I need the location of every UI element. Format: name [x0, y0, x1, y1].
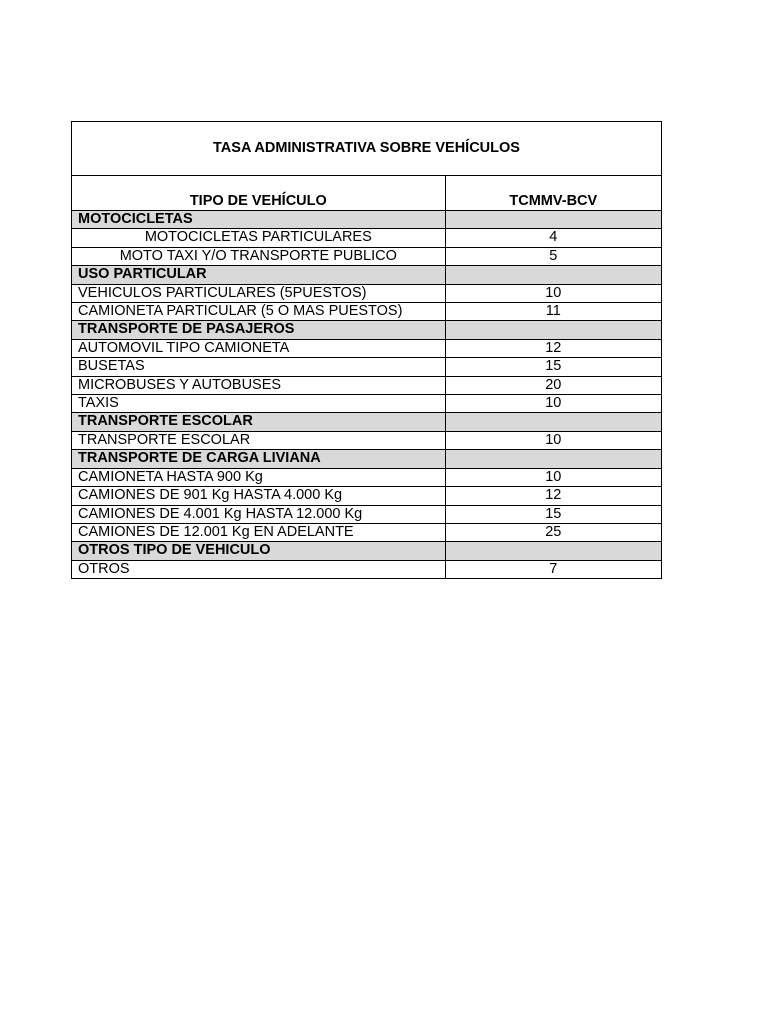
category-label: MOTOCICLETAS: [72, 211, 446, 229]
row-label: VEHICULOS PARTICULARES (5PUESTOS): [72, 284, 446, 302]
row-value: 10: [445, 468, 661, 486]
row-label: MOTOCICLETAS PARTICULARES: [72, 229, 446, 247]
category-value: [445, 321, 661, 339]
table-row: [72, 431, 662, 449]
row-label: CAMIONES DE 4.001 Kg HASTA 12.000 Kg: [72, 505, 446, 523]
category-value: [445, 413, 661, 431]
row-value: 4: [445, 229, 661, 247]
row-label: CAMIONES DE 901 Kg HASTA 4.000 Kg: [72, 487, 446, 505]
row-value: 10: [445, 395, 661, 413]
row-value: 10: [445, 431, 661, 449]
row-value: 20: [445, 376, 661, 394]
row-label: OTROS: [72, 560, 446, 578]
category-row-motocicletas: [72, 211, 662, 229]
table-row: [72, 358, 662, 376]
header-tcmmv-bcv: TCMMV-BCV: [445, 176, 661, 211]
row-label: CAMIONETA PARTICULAR (5 O MAS PUESTOS): [72, 303, 446, 321]
fee-table: [71, 121, 662, 579]
table-row: [72, 505, 662, 523]
category-row-carga-liviana: [72, 450, 662, 468]
row-label: CAMIONES DE 12.001 Kg EN ADELANTE: [72, 523, 446, 541]
row-label: AUTOMOVIL TIPO CAMIONETA: [72, 339, 446, 357]
row-value: 12: [445, 487, 661, 505]
table-title: TASA ADMINISTRATIVA SOBRE VEHÍCULOS: [72, 122, 662, 176]
table-row: [72, 229, 662, 247]
category-label: TRANSPORTE DE PASAJEROS: [72, 321, 446, 339]
row-value: 25: [445, 523, 661, 541]
table-row: [72, 284, 662, 302]
category-value: [445, 450, 661, 468]
row-value: 15: [445, 358, 661, 376]
table-row: [72, 468, 662, 486]
category-row-transporte-pasajeros: [72, 321, 662, 339]
row-label: TAXIS: [72, 395, 446, 413]
row-label: TRANSPORTE ESCOLAR: [72, 431, 446, 449]
category-label: TRANSPORTE ESCOLAR: [72, 413, 446, 431]
row-value: 12: [445, 339, 661, 357]
table-row: [72, 487, 662, 505]
category-label: USO PARTICULAR: [72, 266, 446, 284]
header-row: [72, 176, 662, 211]
category-row-transporte-escolar: [72, 413, 662, 431]
title-row: [72, 122, 662, 176]
table-row: [72, 395, 662, 413]
row-value: 7: [445, 560, 661, 578]
table-row: [72, 303, 662, 321]
table-row: [72, 247, 662, 265]
table-row: [72, 523, 662, 541]
table-row: [72, 339, 662, 357]
row-value: 15: [445, 505, 661, 523]
header-vehicle-type: TIPO DE VEHÍCULO: [72, 176, 446, 211]
category-value: [445, 266, 661, 284]
table-row: [72, 376, 662, 394]
row-label: MICROBUSES Y AUTOBUSES: [72, 376, 446, 394]
category-row-uso-particular: [72, 266, 662, 284]
row-label: CAMIONETA HASTA 900 Kg: [72, 468, 446, 486]
category-value: [445, 542, 661, 560]
row-label: BUSETAS: [72, 358, 446, 376]
category-label: TRANSPORTE DE CARGA LIVIANA: [72, 450, 446, 468]
row-value: 10: [445, 284, 661, 302]
row-value: 11: [445, 303, 661, 321]
category-value: [445, 211, 661, 229]
table-row: [72, 560, 662, 578]
row-label: MOTO TAXI Y/O TRANSPORTE PUBLICO: [72, 247, 446, 265]
category-row-otros: [72, 542, 662, 560]
category-label: OTROS TIPO DE VEHICULO: [72, 542, 446, 560]
row-value: 5: [445, 247, 661, 265]
